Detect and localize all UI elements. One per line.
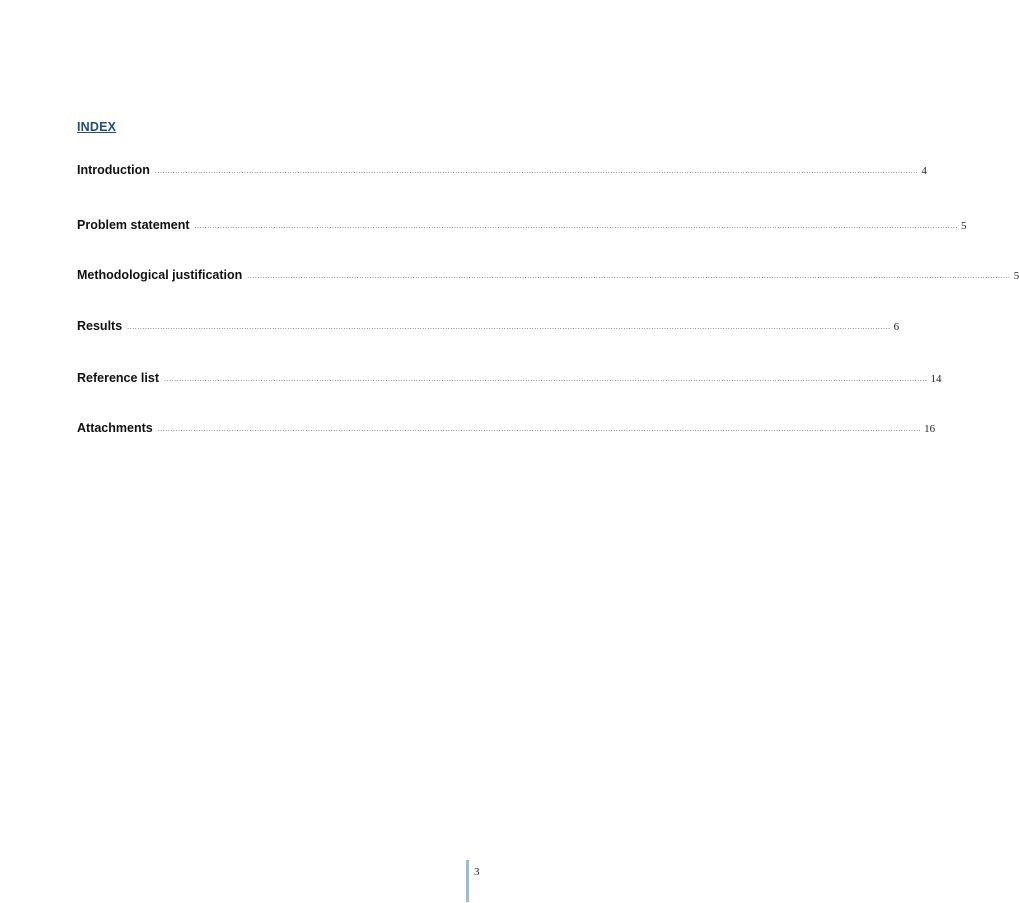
toc-entry-problem-statement[interactable] xyxy=(77,218,967,234)
page-number: 3 xyxy=(474,866,480,878)
toc-leader-dots: ............................................................................................................................................................................................................................................................................................................ xyxy=(154,168,919,175)
toc-leader-dots: ............................................................................................................................................................................................................................................................................................................ xyxy=(157,426,922,433)
toc-entry-results[interactable] xyxy=(77,319,900,335)
toc-entry-page: 16 xyxy=(924,423,936,435)
index-heading: INDEX xyxy=(77,120,117,134)
toc-entry-attachments[interactable] xyxy=(77,421,936,437)
toc-leader-dots: ............................................................................................................................................................................................................................................................................................................ xyxy=(163,376,928,383)
toc-entry-page: 4 xyxy=(921,165,927,177)
toc-entry-page: 5 xyxy=(960,220,967,232)
toc-entry-introduction[interactable] xyxy=(77,163,927,179)
toc-entry-title: Introduction xyxy=(77,163,150,177)
footer-accent-bar xyxy=(466,860,469,902)
toc-entry-title: Results xyxy=(77,319,123,333)
toc-entry-methodological-justification[interactable] xyxy=(77,268,1019,284)
toc-leader-dots: ............................................................................................................................................................................................................................................................................................................ xyxy=(194,223,958,230)
toc-leader-dots: ............................................................................................................................................................................................................................................................................................................ xyxy=(247,273,1011,280)
toc-entry-title: Reference list xyxy=(77,371,159,385)
toc-entry-title: Methodological justification xyxy=(77,268,243,282)
toc-entry-reference-list[interactable] xyxy=(77,371,942,387)
toc-entry-title: Problem statement xyxy=(77,218,190,232)
toc-entry-title: Attachments xyxy=(77,421,153,435)
toc-entry-page: 5 xyxy=(1013,270,1019,282)
toc-entry-page: 14 xyxy=(930,373,942,385)
toc-leader-dots: ............................................................................................................................................................................................................................................................................................................ xyxy=(127,324,891,331)
toc-entry-page: 6 xyxy=(893,321,900,333)
